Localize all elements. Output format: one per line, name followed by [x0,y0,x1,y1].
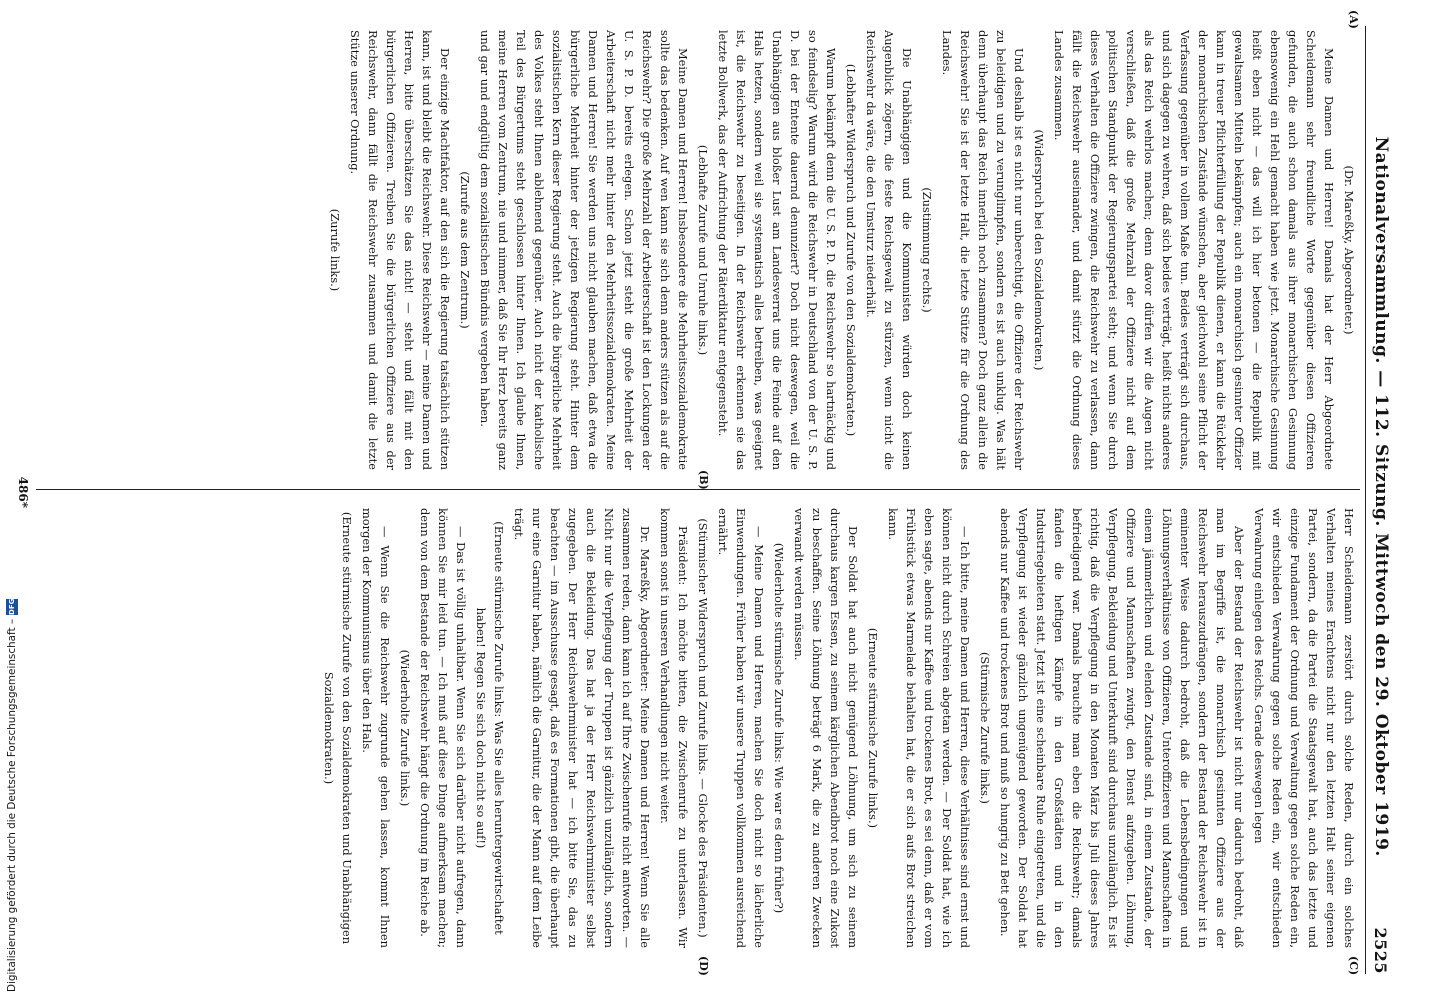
interjection: (Zurufe aus dem Zentrum.) [458,171,472,329]
page-number: 2525 [1371,927,1391,974]
interjection: (Erneute stürmische Zurufe von den Sozialdemokraten und Unabhängigen Sozialdemokraten.) [322,511,354,945]
interjection: (Stürmische Zurufe links.) [978,651,992,805]
paragraph: Und deshalb ist es nicht nur unberechtigt, die Offiziere der Reichswehr zu beleidigen und zu verunglimpfen, sondern es ist auch unklug. Was hält denn überhaupt das Reich innerlich noch zusammen? Doch ganz allein die Reichswehr! Sie ist der letzte Halt, die letzte Stütze für die Ordnung des Landes. [940,30,1026,470]
sheet-code: 486* [16,476,30,508]
right-column [38,508,1358,948]
interjection: (Erneute stürmische Zurufe links: Was Sie alles heruntergewirtschaftet haben! Regen Sie sich doch nicht so auf!) [474,521,506,935]
paragraph: Die Unabhängigen und die Kommunisten würden doch keinen Augenblick zögern, die feste Reichsgewalt zu stürzen, wenn nicht die Reichswehr da wäre, die den Umsturz niederhält. [864,30,914,470]
paragraph: Der einzige Machtfaktor, auf den sich die Regierung tatsächlich stützen kann, ist und bleibt die Reichswehr. Diese Reichswehr — meine Damen und Herren, bitte überschätzen Sie das nicht! — steht und fällt mit den bürgerlichen Offizieren. Treiben Sie die bürgerlichen Offiziere aus der Reichswehr, dann fällt die Reichswehr zusammen und damit die letzte Stütze unserer Ordnung. [348,30,452,470]
paragraph: — Ich bitte, meine Damen und Herren, diese Verhältnisse sind ernst und können nicht durch Schreien abgetan werden. — Der Soldat hat, wie ich eben sagte, abends nur Kaffee und trockenes Brot, es sei denn, daß er vom Frühstück etwas Marmelade behalten hat, die er sich aufs Brot streichen kann. [886,508,972,948]
interjection: (Lebhafte Zurufe und Unruhe links.) [696,144,710,356]
left-column [38,30,1358,470]
interjection: (Erneute stürmische Zurufe links.) [866,627,880,829]
paragraph: — Das ist völlig unhaltbar. Wenn Sie sich darüber nicht aufregen, dann können Sie mir leid tun. — Ich muß auf diese Dinge aufmerksam machen; denn von dem Bestande der Reichswehr hängt die Ordnung im Reiche ab. [418,508,468,948]
interjection: (Lebhafter Widerspruch und Zurufe von den Sozialdemokraten.) [844,63,858,437]
interjection: (Zurufe links.) [328,208,342,292]
credit-line [4,598,20,992]
paragraph: Herr Scheidemann zerstört durch solche Reden, durch ein solches Verhalten meines Erachtens nicht nur den letzten Halt seiner eigenen Partei, sondern, da die Partei die Staatsgewalt hat, auch das letzte und einzige Fundament der Ordnung und Verwaltung gegen solche Reden ein, wir entschieden Verwahrung gegen solche Reden ein, wir entschieden Verwahrung einlegen des Reichs. Gerade deswegen legen [1252,508,1356,948]
paragraph: — Meine Damen und Herren, machen Sie doch nicht so lächerliche Einwendungen. Früher haben wir unsere Truppen vollkommen ausreichend ernährt. [716,508,766,948]
interjection: (Wiederholte stürmische Zurufe links: Wie war es denn früher?) [772,542,786,914]
column-divider [36,489,1360,490]
paragraph: Aber der Bestand der Reichswehr ist nicht nur dadurch bedroht, daß man im Begriffe ist, die monarchisch gesinnten Offiziere aus der Reichswehr herauszudrängen, sondern der Bestand der Reichswehr ist in eminenter Weise dadurch bedroht, daß die Lebensbedingungen und Löhnungsverhältnisse von Offizieren, Unteroffizieren und Mannschaften in einem jämmerlichen und elenden Zustande sind, in einem Zustande, der Offiziere und Mannschaften zwingt, den Dienst aufzugeben. Löhnung, Verpflegung, Bekleidung und Unterkunft sind durchaus unzulänglich. Es ist richtig, daß die Verpflegung in den Monaten März bis Juli dieses Jahres befriedigend war. Damals brauchte man eben die Reichswehr; damals fanden die heftigen Kämpfe in den Großstädten und in den Industriegebieten statt. Jetzt ist eine scheinbare Ruhe eingetreten, und die Verpflegung ist wieder gänzlich ungenügend geworden. Der Soldat hat abends nur Kaffee und trockenes Brot und muß so hungrig zu Bett gehen. [998,508,1246,948]
paragraph: Meine Damen und Herren! Insbesondere die Mehrheitssozialdemokratie sollte das bedenken. Auf wen kann sie sich denn anders stützen als auf die Reichswehr? Die große Mehrzahl der Arbeiterschaft ist den Lockungen der U. S. P. D. bereits erlegen. Schon jetzt steht die große Mehrheit der Arbeiterschaft nicht mehr hinter den Mehrheitssozialdemokraten. Meine Damen und Herren! Sie werden uns nicht glauben machen, daß etwa die bürgerliche Mehrheit hinter der jetzigen Regierung steht. Hinter dem sozialistischen Kern dieser Regierung steht. Auch die bürgerliche Mehrheit des Volkes steht Ihnen ablehnend gegenüber. Auch nicht der katholische Teil des Bürgertums steht geschlossen hinter Ihnen. Ich glaube Ihnen, meine Herren vom Zentrum, nie und nimmer, daß Sie Ihr Herz bereits ganz und gar und endgültig dem sozialistischen Bündnis vergeben haben. [478,30,690,470]
interjection: (Wiederholte Zurufe links.) [398,649,412,807]
page-header [1365,26,1396,974]
speaker-line: (Dr. Mareßky, Abgeordneter.) [1342,165,1356,335]
interjection: (Stürmischer Widerspruch und Zurufe links. — Glocke des Präsidenten.) [696,518,710,938]
margin-marker-b: (B) [697,470,710,490]
page-title: Nationalversammlung. — 112. Sitzung. Mittwoch den 29. Oktober 1919. [1371,136,1391,857]
digitization-credit [2,598,22,992]
interjection: (Widerspruch bei den Sozialdemokraten.) [1032,129,1046,371]
margin-marker-a: (A) [1347,10,1360,29]
paragraph: Präsident: Ich möchte bitten, die Zwischenrufe zu unterlassen. Wir kommen sonst in unseren Verhandlungen nicht weiter. [658,508,690,948]
margin-marker-c: (C) [1347,956,1360,976]
paragraph: Dr. Mareßky, Abgeordneter: Meine Damen und Herren! Wenn Sie alle zusammen reden, dann kann ich auf Ihre Zwischenrufe nicht antworten. — Nicht nur die Verpflegung der Truppen ist gänzlich unzulänglich, sondern auch die Bekleidung. Das hat ja der Herr Reichswehrminister selbst zugegeben. Der Herr Reichswehrminister hat — ich bitte Sie, das zu beachten — im Ausschusse gesagt, daß es Formationen gibt, die überhaupt nur eine Garnitur haben, nämlich die Garnitur, die der Mann auf dem Leibe trägt. [512,508,652,948]
paragraph: Warum bekämpft denn die U. S. P. D. die Reichswehr so hartnäckig und so feindselig? Warum wird die Reichswehr in Deutschland von der U. S. P. D. bei der Entente dauernd denunziert? Doch nicht deswegen, weil die Unabhängigen aus bloßer Lust am Landesverrat uns die Feinde auf den Hals hetzen, sondern weil sie systematisch alles betreiben, was geeignet ist, die Reichswehr zu beseitigen. In der Reichswehr erkennen sie das letzte Bollwerk, das der Aufrichtung der Räterdiktatur entgegensteht. [716,30,838,470]
credit-text: Digitalisierung gefördert durch die Deutsche Forschungsgemeinschaft – [6,618,18,992]
document-page [12,8,1400,988]
paragraph: Meine Damen und Herren! Damals hat der Herr Abgeordnete Scheidemann sehr freundliche Worte gegenüber diesen Offizieren gefunden, die auch schon damals aus ihrer monarchischen Gesinnung ebensowenig ein Hehl gemacht haben wie jetzt. Monarchische Gesinnung heißt eben nicht — das will ich hier betonen — die Republik mit gewaltsamen Mitteln bekämpfen; auch ein monarchisch gesinnter Offizier kann in treuer Pflichterfüllung der Republik dienen, er kann die Rückkehr der monarchischen Zustände wünschen, aber gleichwohl seine Pflicht der Verfassung gegenüber in vollem Maße tun. Beides verträgt sich durchaus, und sich dagegen zu wehren, daß sich beides verträgt, heißt nichts anderes als das Reich wehrlos machen; denn davor dürfen wir die Augen nicht verschließen, daß die große Mehrzahl der Offiziere nicht auf dem politischen Standpunkt der Regierungspartei steht; und wenn Sie durch dieses Verhalten die Offiziere zwingen, die Reichswehr zu verlassen, dann fällt die Reichswehr auseinander, und damit stürzt die Ordnung dieses Landes zusammen. [1052,30,1336,470]
dfg-logo-icon: DFG [8,598,16,615]
margin-marker-d: (D) [697,956,710,976]
paragraph: — Wenn Sie die Reichswehr zugrunde gehen lassen, kommt Ihnen morgen der Kommunismus über den Hals. [360,508,392,948]
paragraph: Der Soldat hat auch nicht genügend Löhnung, um sich zu seinem durchaus kargen Essen, zu seinem kärglichen Abendbrot noch eine Zukost zu beschaffen. Seine Löhnung beträgt 6 Mark, die zu anderen Zwecken verwandt werden müssen. [792,508,860,948]
interjection: (Zustimmung rechts.) [920,187,934,313]
